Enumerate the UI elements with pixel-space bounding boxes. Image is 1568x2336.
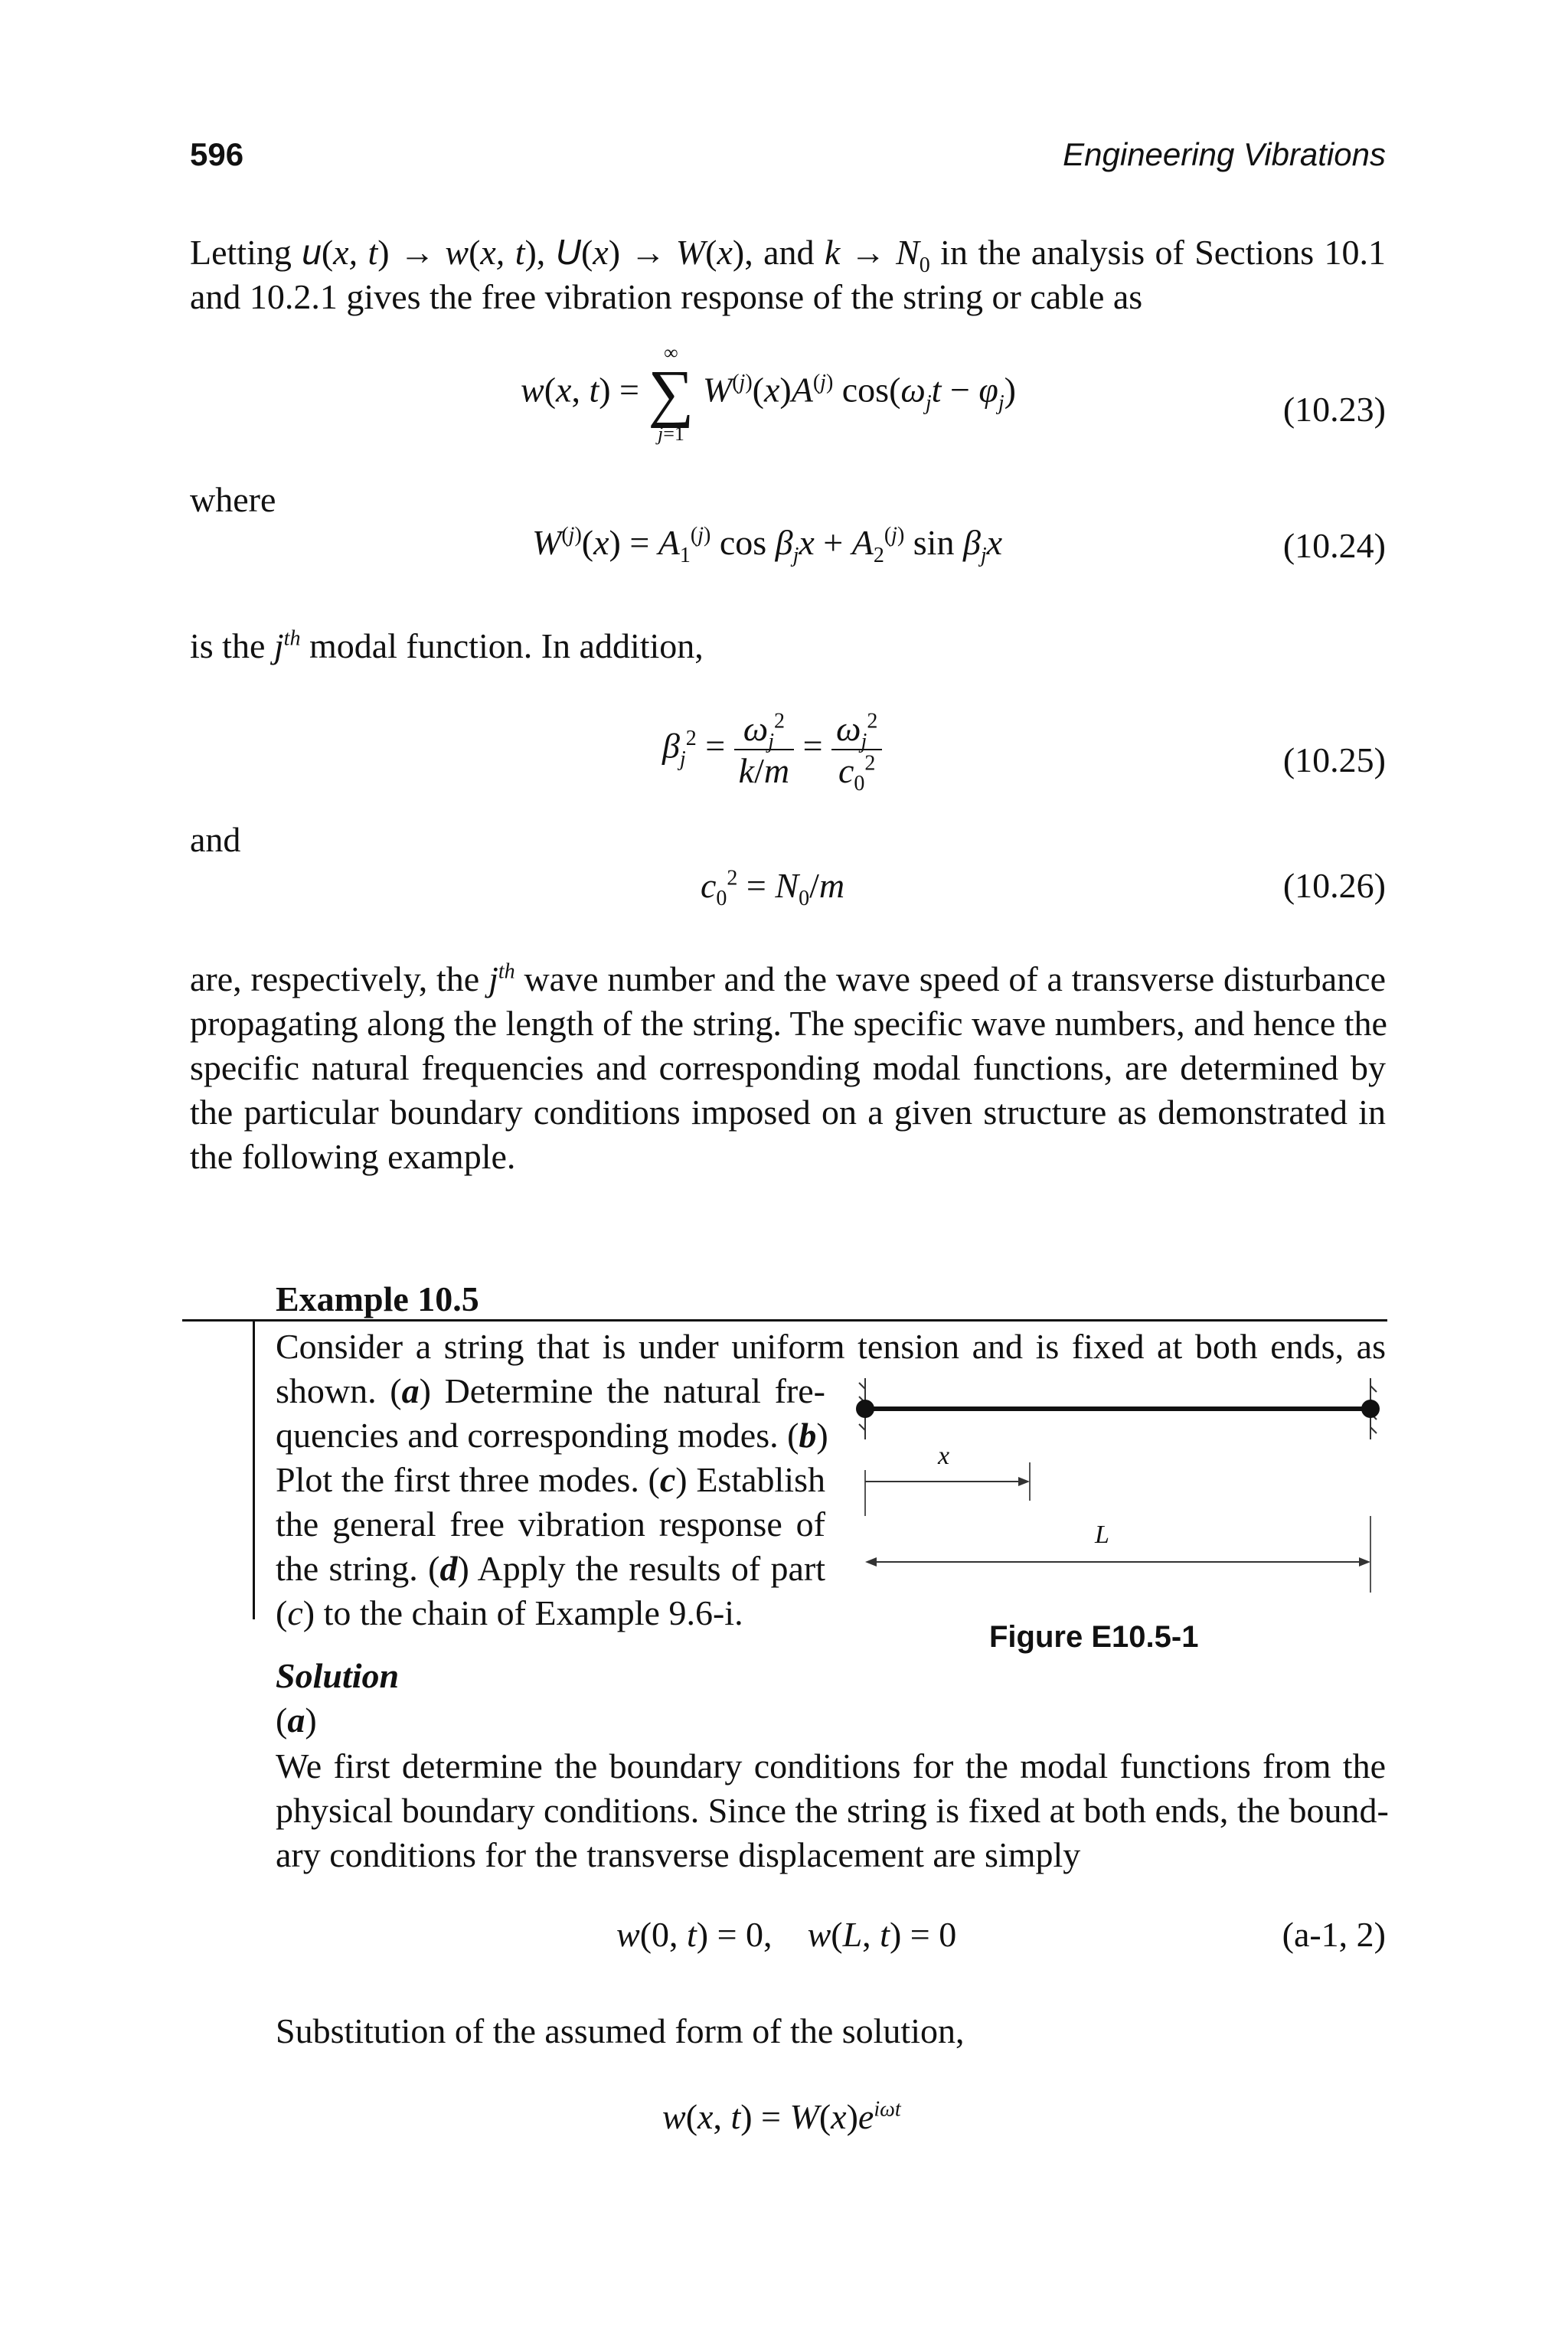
equation-number-10-23: (10.23) xyxy=(1282,390,1386,429)
figure-L-label: L xyxy=(1095,1521,1109,1549)
equation-assumed-form: w(x, $t) = W(x)e^{i\omega t}$ xyxy=(662,2097,901,2136)
modal-function-sentence: is the $j^{th}$ modal function. In addition, xyxy=(190,626,704,665)
intro-paragraph xyxy=(190,230,1386,319)
para2-line-5: the following example. xyxy=(190,1137,516,1176)
example-line-6: the string. (d) Apply the results of part xyxy=(276,1549,825,1588)
equation-a-1-2: w(0, t) = 0, w(L, t) = 0 xyxy=(616,1915,957,1954)
summation-symbol: ∞ ∑ j=1 xyxy=(648,341,694,445)
fraction-omega-over-c0: $\frac{\omega_j^2}{c_0^2}$ xyxy=(831,708,882,791)
solution-paragraph xyxy=(276,1744,1389,1877)
running-title: Engineering Vibrations xyxy=(1063,136,1386,172)
example-line-1: Consider a string that is under uniform tension and is fixed at both ends, as xyxy=(276,1327,1386,1366)
solution-line-2: physical boundary conditions. Since the string is fixed at both ends, the bound- xyxy=(276,1791,1389,1830)
solution-line-1: We first determine the boundary conditions for the modal functions from the xyxy=(276,1746,1386,1785)
example-title: Example 10.5 xyxy=(276,1279,479,1318)
para2-line-4: the particular boundary conditions imposed on a given structure as demonstrated in xyxy=(190,1093,1386,1132)
solution-line-3: ary conditions for the transverse displacement are simply xyxy=(276,1835,1081,1874)
left-end-node xyxy=(856,1400,874,1418)
figure-x-label: x xyxy=(938,1442,950,1470)
fraction-omega-over-k-m: $\frac{\omega_j^2}{k/m}$ xyxy=(734,708,794,791)
and-label: and xyxy=(190,820,241,859)
equation-number-a-1-2: (a-1, 2) xyxy=(1282,1915,1386,1954)
substitution-line: Substitution of the assumed form of the solution, xyxy=(276,2011,965,2050)
para2-line-1: are, respectively, the $j^{th}$ wave number and the wave speed of a transverse disturbance xyxy=(190,959,1387,998)
example-line-3: quencies and corresponding modes. (b) xyxy=(276,1416,828,1455)
figure-string-diagram xyxy=(842,1371,1393,1623)
equation-number-10-26: (10.26) xyxy=(1282,866,1386,905)
example-left-rule xyxy=(253,1319,255,1619)
page-number: 596 xyxy=(190,136,244,172)
solution-heading: Solution xyxy=(276,1656,400,1695)
paragraph-wave-number xyxy=(190,957,1386,1179)
para2-line-2: propagating along the length of the string. The specific wave numbers, and hence the xyxy=(190,1004,1387,1043)
figure-caption: Figure E10.5-1 xyxy=(989,1620,1199,1654)
solution-part-a: (a) xyxy=(276,1701,317,1740)
where-label: where xyxy=(190,480,276,519)
equation-number-10-24: (10.24) xyxy=(1282,526,1386,565)
example-text-block xyxy=(276,1369,828,1635)
equation-10-23: w(x, t) = ∞ ∑ j=1 $W^{(j)}(x)A^{(j)}$ $\cos(\omega_jt - \varphi_j)$ xyxy=(521,341,1016,445)
right-end-node xyxy=(1361,1400,1380,1418)
example-line-2: shown. (a) Determine the natural fre- xyxy=(276,1371,825,1410)
equation-number-10-25: (10.25) xyxy=(1282,740,1386,779)
equation-10-24: $W^{(j)}(x) = A_1^{(j)}$ $\cos \beta_jx + A_2^{(j)}$ $\sin \beta_jx$ xyxy=(532,523,1003,568)
example-top-rule xyxy=(182,1319,1387,1322)
intro-line-2: and 10.2.1 gives the free vibration response of the string or cable as xyxy=(190,277,1143,316)
para2-line-3: specific natural frequencies and corresponding modal functions, are determined by xyxy=(190,1048,1386,1087)
example-line-7: (c) to the chain of Example 9.6-i. xyxy=(276,1593,743,1632)
equation-10-26: $c_0^2 = N_0/m$ xyxy=(701,866,845,911)
intro-line-1: Letting u(x, t) → w(x, t), U(x) → W(x), and $k \to N_0$ in the analysis of Sections 10.1 xyxy=(190,232,1386,278)
example-line-5: the general free vibration response of xyxy=(276,1505,825,1544)
equation-10-25: $\beta_j^2$ = $\frac{\omega_j^2}{k/m}$ = $\frac{\omega_j^2}{c_0^2}$ xyxy=(662,708,882,791)
example-line-4: Plot the first three modes. (c) Establish xyxy=(276,1460,825,1499)
